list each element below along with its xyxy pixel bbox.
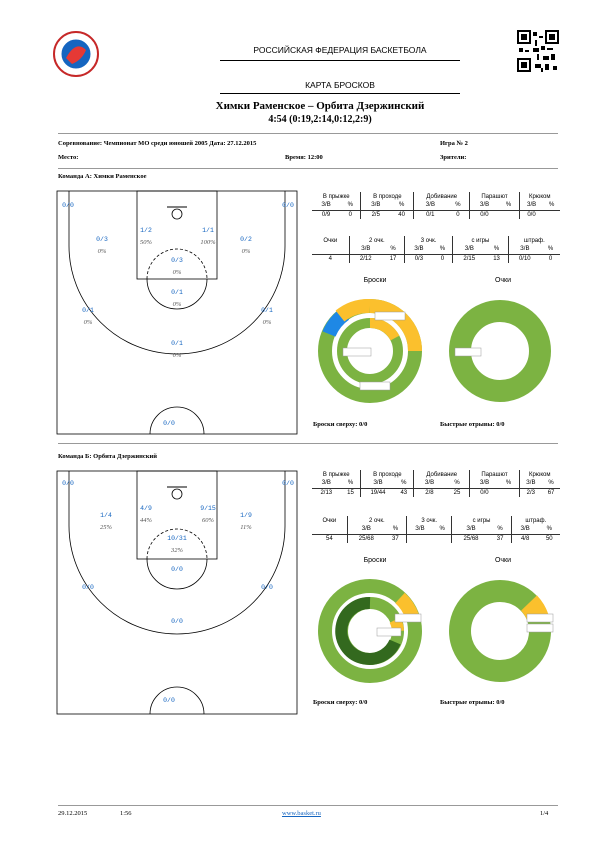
court-a-top-left: 0/0 [62, 202, 74, 209]
court-b-top-right: 0/0 [282, 480, 294, 487]
sub-header: % [390, 201, 414, 210]
sub-header: З/В [361, 479, 394, 488]
sub-header: З/В [470, 479, 499, 488]
points-header: 2 очк. [349, 236, 405, 245]
points-value: 25/68 [463, 535, 479, 542]
zone-value: 0/0 [527, 211, 536, 218]
federation-logo [52, 30, 100, 78]
court-a-top-key: 0/1 [171, 340, 183, 347]
court-a-right-corner-pct: 0% [241, 248, 251, 255]
court-a-ft-line-pct: 0% [172, 301, 182, 308]
team-a-shots-chart-title: Броски [363, 277, 387, 284]
court-b-paint-right-pct: 60% [202, 517, 214, 524]
court-a-right-wing-pct: 0% [262, 319, 272, 326]
court-a-left-wing: 0/1 [82, 307, 94, 314]
team-b-header: Команда Б: Орбита Дзержинский [58, 453, 158, 460]
team-b-fast-breaks: Быстрые отрывы: 0/0 [440, 699, 505, 706]
sub-header: З/В [406, 525, 433, 534]
points-value [406, 534, 433, 543]
court-a-paint-center: 0/3 [171, 257, 183, 264]
footer-site-link[interactable]: www.basket.ru [282, 810, 321, 817]
sub-header: З/В [511, 525, 538, 534]
points-pct [433, 534, 452, 543]
court-a-paint-left: 1/2 [140, 227, 152, 234]
zone-pct [543, 210, 560, 219]
points-header: с игры [453, 236, 509, 245]
sub-header: % [433, 245, 453, 254]
court-b-paint-right: 9/15 [200, 505, 216, 512]
sub-header: З/В [519, 479, 542, 488]
points-header: Очки [312, 516, 347, 525]
court-b-paint-left-pct: 44% [140, 517, 152, 524]
points-pct: 0 [433, 254, 453, 263]
points-value: 2/12 [359, 255, 372, 262]
sub-header: % [542, 479, 560, 488]
sub-header: З/В [508, 245, 541, 254]
zone-pct: 25 [445, 488, 470, 497]
points-value: 0/10 [518, 255, 531, 262]
sub-header: % [499, 201, 520, 210]
zone-pct: 40 [390, 210, 414, 219]
sub-header: З/В [414, 201, 447, 210]
footer-time: 1:56 [120, 810, 132, 817]
team-a-points-donut [445, 296, 555, 406]
court-b-top-key: 0/0 [171, 618, 183, 625]
court-a-right-wing: 0/1 [261, 307, 273, 314]
sub-header: % [485, 245, 508, 254]
points-header: с игры [452, 516, 511, 525]
zone-pct [499, 488, 520, 497]
court-b-right-wing: 0/0 [261, 584, 273, 591]
team-a-header: Команда А: Химки Раменское [58, 173, 147, 180]
sub-header: З/В [519, 201, 543, 210]
court-a-paint-center-pct: 0% [172, 269, 182, 276]
qr-code [517, 30, 559, 72]
points-pct: 17 [382, 254, 405, 263]
team-b-points-donut [445, 576, 555, 686]
sub-header: % [490, 525, 512, 534]
court-a-halfcourt: 0/0 [163, 420, 175, 427]
zone-pct: 0 [340, 210, 361, 219]
sub-header: % [394, 479, 413, 488]
zone-value: 2/3 [526, 489, 535, 496]
zone-header: В прыжке [312, 192, 361, 201]
sub-header: З/В [361, 201, 390, 210]
zone-value: 0/0 [480, 489, 489, 496]
court-b-paint-left: 4/9 [140, 505, 152, 512]
court-b-top-left: 0/0 [62, 480, 74, 487]
points-pct: 0 [548, 255, 553, 262]
zone-header: В проходе [361, 192, 414, 201]
court-b-ft-line: 0/0 [171, 566, 183, 573]
team-a-shots-donut [315, 296, 425, 406]
team-b-shots-donut [315, 576, 425, 686]
zone-header: Добивание [414, 470, 470, 479]
place-label: Место: [58, 154, 79, 161]
sub-header: З/В [312, 479, 341, 488]
sub-header: З/В [470, 201, 499, 210]
sub-header: % [541, 245, 560, 254]
points-pct: 13 [485, 254, 508, 263]
team-b-zones-table [312, 470, 560, 497]
zone-value: 2/13 [320, 489, 333, 496]
sub-header: % [539, 525, 560, 534]
points-value: 25/68 [358, 535, 374, 542]
federation-name: РОССИЙСКАЯ ФЕДЕРАЦИЯ БАСКЕТБОЛА [253, 45, 427, 55]
sub-header: % [382, 245, 405, 254]
zone-value: 0/9 [321, 211, 331, 218]
points-header: 3 очк. [405, 236, 453, 245]
points-header: 3 очк. [406, 516, 452, 525]
zone-pct [499, 210, 520, 219]
points-pct: 50 [545, 535, 553, 542]
zone-value: 2/8 [425, 489, 434, 496]
points-header: штраф. [523, 237, 545, 244]
time-line: Время: 12:00 [285, 154, 323, 161]
court-b-right-corner: 1/9 [240, 512, 252, 519]
sub-header: З/В [414, 479, 445, 488]
zone-header: Крюком [529, 471, 551, 478]
points-pct: 37 [490, 534, 512, 543]
competition-line: Соревнование: Чемпионат МО среди юношей 2005 Дата: 27.12.2015 [58, 140, 257, 147]
match-teams: Химки Раменское – Орбита Дзержинский [215, 100, 425, 112]
team-a-overhead-shots: Броски сверху: 0/0 [313, 421, 368, 428]
team-a-points-table [312, 236, 560, 263]
court-b-left-corner-pct: 25% [100, 524, 112, 531]
game-number: Игра № 2 [440, 140, 468, 147]
points-header: штраф. [525, 517, 547, 524]
sub-header: % [340, 201, 361, 210]
zone-header: Добивание [414, 192, 470, 201]
zone-pct: 43 [394, 488, 413, 497]
court-a-left-corner-pct: 0% [97, 248, 107, 255]
sub-header: З/В [312, 201, 340, 210]
court-a-paint-right: 1/1 [202, 227, 214, 234]
court-b-right-corner-pct: 11% [240, 524, 252, 531]
zone-value: 19/44 [370, 489, 386, 496]
team-b-shots-chart-title: Броски [363, 557, 387, 564]
zone-header: Парашют [470, 192, 519, 201]
points-header: Очки [312, 236, 349, 245]
zone-pct: 67 [547, 489, 555, 496]
points-value: 2/15 [463, 255, 476, 262]
sub-header: З/В [349, 245, 382, 254]
zone-value: 2/5 [371, 211, 380, 218]
zone-header: В прыжке [312, 470, 361, 479]
sub-header: % [433, 525, 452, 534]
court-a-paint-left-pct: 50% [140, 239, 152, 246]
team-a-zones-table [312, 192, 560, 219]
zone-pct: 15 [341, 488, 361, 497]
sub-header: % [499, 479, 520, 488]
points-header: 2 очк. [347, 516, 406, 525]
sub-header: % [341, 479, 361, 488]
sub-header: % [445, 479, 470, 488]
team-b-points-table [312, 516, 560, 543]
court-a-left-corner: 0/3 [96, 236, 108, 243]
spectators-label: Зрители: [440, 154, 467, 161]
zone-value: 0/1 [426, 211, 435, 218]
court-a-right-corner: 0/2 [240, 236, 252, 243]
sub-header: % [446, 201, 469, 210]
court-a-ft-line: 0/1 [171, 289, 183, 296]
match-score: 4:54 (0:19,2:14,0:12,2:9) [268, 114, 372, 125]
zone-pct: 0 [446, 210, 469, 219]
court-b-halfcourt: 0/0 [163, 697, 175, 704]
zone-header: Крюком [529, 193, 551, 200]
court-a-paint-right-pct: 100% [200, 239, 216, 246]
team-b-points-chart-title: Очки [494, 557, 512, 564]
points-value: 4/8 [520, 535, 530, 542]
sub-header: З/В [405, 245, 433, 254]
sub-header: % [385, 525, 407, 534]
court-b-left-wing: 0/0 [82, 584, 94, 591]
document-title: КАРТА БРОСКОВ [305, 80, 375, 90]
sub-header: З/В [453, 245, 486, 254]
sub-header: % [543, 201, 560, 210]
court-a-left-wing-pct: 0% [83, 319, 93, 326]
points-pct: 37 [385, 534, 407, 543]
points-value: 0/3 [414, 255, 424, 262]
team-a-points-chart-title: Очки [494, 277, 512, 284]
zone-header: В проходе [361, 470, 414, 479]
sub-header: З/В [452, 525, 490, 534]
court-a-top-right: 0/0 [282, 202, 294, 209]
footer-page: 1/4 [540, 810, 549, 817]
court-b-paint-center-pct: 32% [171, 547, 183, 554]
zone-header: Парашют [470, 470, 519, 479]
points-total: 54 [312, 534, 347, 543]
footer-date: 29.12.2015 [58, 810, 88, 817]
sub-header: З/В [347, 525, 385, 534]
court-b-paint-center: 10/31 [167, 535, 187, 542]
points-total: 4 [312, 254, 349, 263]
court-b-left-corner: 1/4 [100, 512, 112, 519]
team-a-fast-breaks: Быстрые отрывы: 0/0 [440, 421, 505, 428]
court-a-top-key-pct: 0% [172, 352, 182, 359]
team-b-overhead-shots: Броски сверху: 0/0 [313, 699, 368, 706]
team-b-court [56, 470, 298, 715]
zone-value: 0/0 [480, 211, 489, 218]
